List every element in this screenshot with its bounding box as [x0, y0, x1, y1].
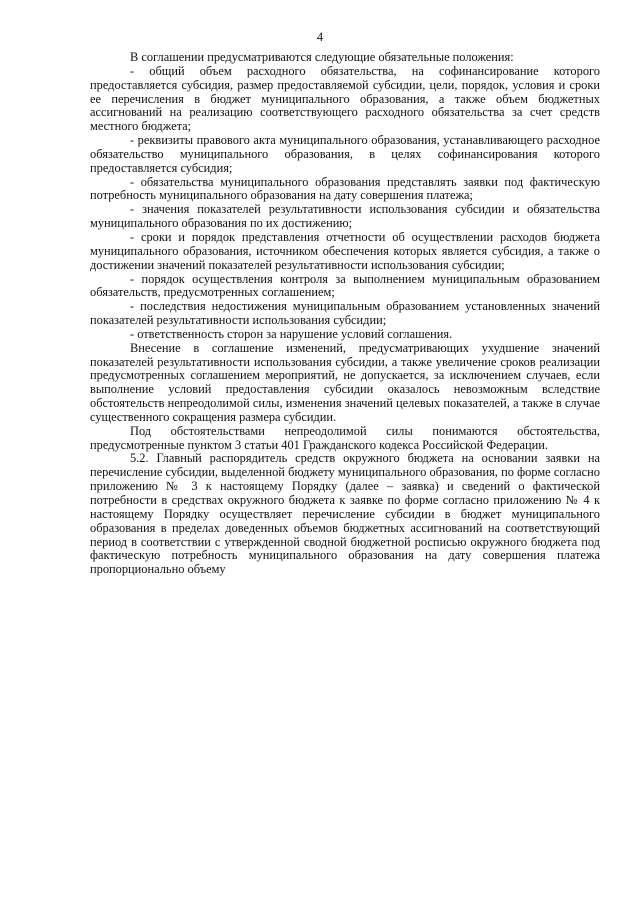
paragraph-section-5-2: 5.2. Главный распорядитель средств окружного бюджета на основании заявки на перечисление субсидии, выделенной бюджету муниципального образования, по форме согласно приложению № 3 к настоящему Порядку (далее – заявка) и сведений о фактической потребности в средствах окружного бюджета к заявке по форме согласно приложению № 4 к настоящему Порядку осуществляет перечисление субсидии в бюджет муниципального образования в пределах доведенных объемов бюджетных ассигнований на соответствующий период в соответствии с утвержденной сводной бюджетной росписью окружного бюджета под фактическую потребность муниципального образования на дату совершения платежа пропорционально объему	[90, 451, 600, 577]
document-body	[90, 51, 600, 577]
list-item-application-obligations: - обязательства муниципального образования представлять заявки под фактическую потребность муниципального образования на дату совершения платежа;	[90, 174, 600, 203]
list-item-legal-act-details: - реквизиты правового акта муниципального образования, устанавливающего расходное обязательство муниципального образования, в целях софинансирования которого предоставляется субсидия;	[90, 133, 600, 175]
list-item-non-achievement-consequences: - последствия недостижения муниципальным образованием установленных значений показателей результативности использования субсидии;	[90, 299, 600, 328]
list-item-reporting-terms: - сроки и порядок представления отчетности об осуществлении расходов бюджета муниципального образования, источником обеспечения которых является субсидия, а также о достижении значений показателей результативности использования субсидии;	[90, 229, 600, 272]
list-item-performance-indicators: - значения показателей результативности использования субсидии и обязательства муниципального образования по их достижению;	[90, 202, 600, 231]
paragraph-force-majeure: Под обстоятельствами непреодолимой силы понимаются обстоятельства, предусмотренные пунктом 3 статьи 401 Гражданского кодекса Российской Федерации.	[90, 423, 600, 452]
page-number: 4	[316, 30, 324, 44]
list-item-control-procedure: - порядок осуществления контроля за выполнением муниципальным образованием обязательств, предусмотренных соглашением;	[90, 271, 600, 300]
paragraph-amendments: Внесение в соглашение изменений, предусматривающих ухудшение значений показателей результативности использования субсидии, а также увеличение сроков реализации предусмотренных соглашением мероприятий, не допускается, за исключением случаев, если выполнение условий предоставления субсидии оказалось невозможным вследствие обстоятельств непреодолимой силы, изменения значений целевых показателей, а также в случае существенного сокращения размера субсидии.	[90, 340, 600, 424]
paragraph-intro: В соглашении предусматриваются следующие обязательные положения:	[130, 50, 514, 64]
list-item-responsibility: - ответственность сторон за нарушение условий соглашения.	[130, 326, 453, 341]
list-item-obligation-volume: - общий объем расходного обязательства, на софинансирование которого предоставляется субсидия, размер предоставляемой субсидии, цели, порядок, условия и сроки ее перечисления в бюджет муниципального образования, а также объем бюджетных ассигнований на реализацию соответствующего расходного обязательства за счет средств местного бюджета;	[90, 63, 600, 134]
